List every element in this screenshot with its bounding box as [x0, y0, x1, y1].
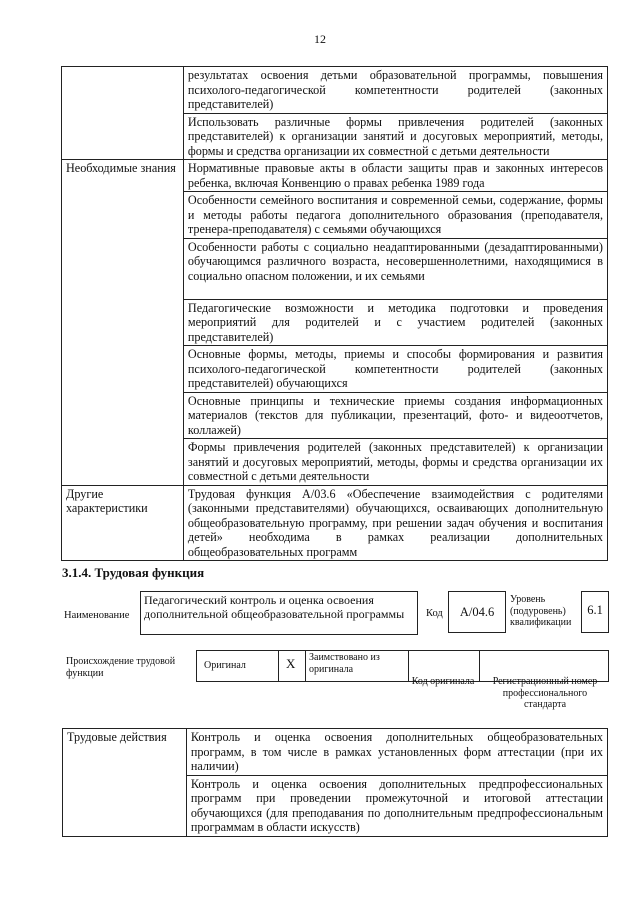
level-box: [581, 591, 609, 633]
divider: [408, 650, 409, 681]
table-cell: результатах освоения детьми образовательной программы, повышения психолого-педагогической компетентности родителей (законных представителей): [183, 67, 607, 114]
level-value: 6.1: [587, 603, 603, 617]
page-number: 12: [314, 32, 326, 46]
code-label: Код: [426, 608, 443, 619]
level-label: Уровень (подуровень) квалификации: [510, 594, 572, 628]
table-cell: Педагогические возможности и методика подготовки и проведения мероприятий для родителей и с участием родителей (законных представителей): [183, 299, 607, 346]
table-cell: Особенности семейного воспитания и современной семьи, содержание, формы и методы работы педагога дополнительного образования (преподавателя, тренера-преподавателя) с семьями обучающихся: [183, 192, 607, 239]
origin-label: Происхождение трудовой функции: [66, 656, 176, 679]
table-cell: Основные принципы и технические приемы создания информационных материалов (текстов для публикации, презентаций, фото- и видеоотчетов, коллажей): [183, 392, 607, 439]
row-label-knowledge: Необходимые знания: [62, 160, 184, 486]
code-box: [448, 591, 506, 633]
row-label-other: Другие характеристики: [62, 485, 184, 561]
divider: [305, 650, 306, 681]
table-cell: Контроль и оценка освоения дополнительных общеобразовательных программ, в том числе в рамках установленных форм аттестации (при их наличии): [186, 729, 607, 776]
table-cell: Особенности работы с социально неадаптированными (дезадаптированными) обучающимся различного возраста, несовершеннолетними, находящимися в социально опасном положении, и их семьями: [183, 238, 607, 299]
name-label: Наименование: [64, 610, 130, 621]
row-label-actions: Трудовые действия: [63, 729, 187, 837]
row-label: [62, 67, 184, 160]
original-label: Оригинал: [204, 660, 246, 671]
original-mark: X: [286, 656, 296, 671]
code-caption: Код оригинала: [411, 676, 475, 687]
table-cell: Трудовая функция A/03.6 «Обеспечение взаимодействия с родителями (законными представителями) обучающихся, осваивающих дополнительную общеобразовательную программу, при решении задач обучения и воспитания детей» необходима в рамках реализации дополнительных общеобразовательных программ: [183, 485, 607, 561]
function-name-box: [140, 591, 418, 635]
table-cell: Использовать различные формы привлечения родителей (законных представителей) к организации занятий и досуговых мероприятий, методы, формы и средства организации их совместной с детьми деятельности: [183, 113, 607, 160]
labor-actions-table: [62, 728, 608, 837]
divider: [479, 650, 480, 681]
competency-table: [61, 66, 608, 561]
reg-number-caption: Регистрационный номер профессионального стандарта: [492, 676, 598, 710]
code-value: A/04.6: [459, 605, 495, 619]
table-cell: Контроль и оценка освоения дополнительных предпрофессиональных программ при проведении промежуточной и итоговой аттестации обучающихся (для преподавания по дополнительным предпрофессиональным программам в области искусств): [186, 775, 607, 836]
table-cell: Нормативные правовые акты в области защиты прав и законных интересов ребенка, включая Конвенцию о правах ребенка 1989 года: [183, 160, 607, 192]
section-heading: 3.1.4. Трудовая функция: [62, 565, 205, 580]
table-cell: Основные формы, методы, приемы и способы формирования и развития психолого-педагогической компетентности родителей (законных представителей) обучающихся: [183, 346, 607, 393]
divider: [278, 650, 279, 681]
function-name: Педагогический контроль и оценка освоения дополнительной общеобразовательной программы: [144, 593, 405, 621]
table-cell: Формы привлечения родителей (законных представителей) к организации занятий и досуговых мероприятий, методы, формы и средства организации их совместной с детьми деятельности: [183, 439, 607, 486]
borrowed-label: Заимствовано из оригинала: [309, 652, 380, 675]
